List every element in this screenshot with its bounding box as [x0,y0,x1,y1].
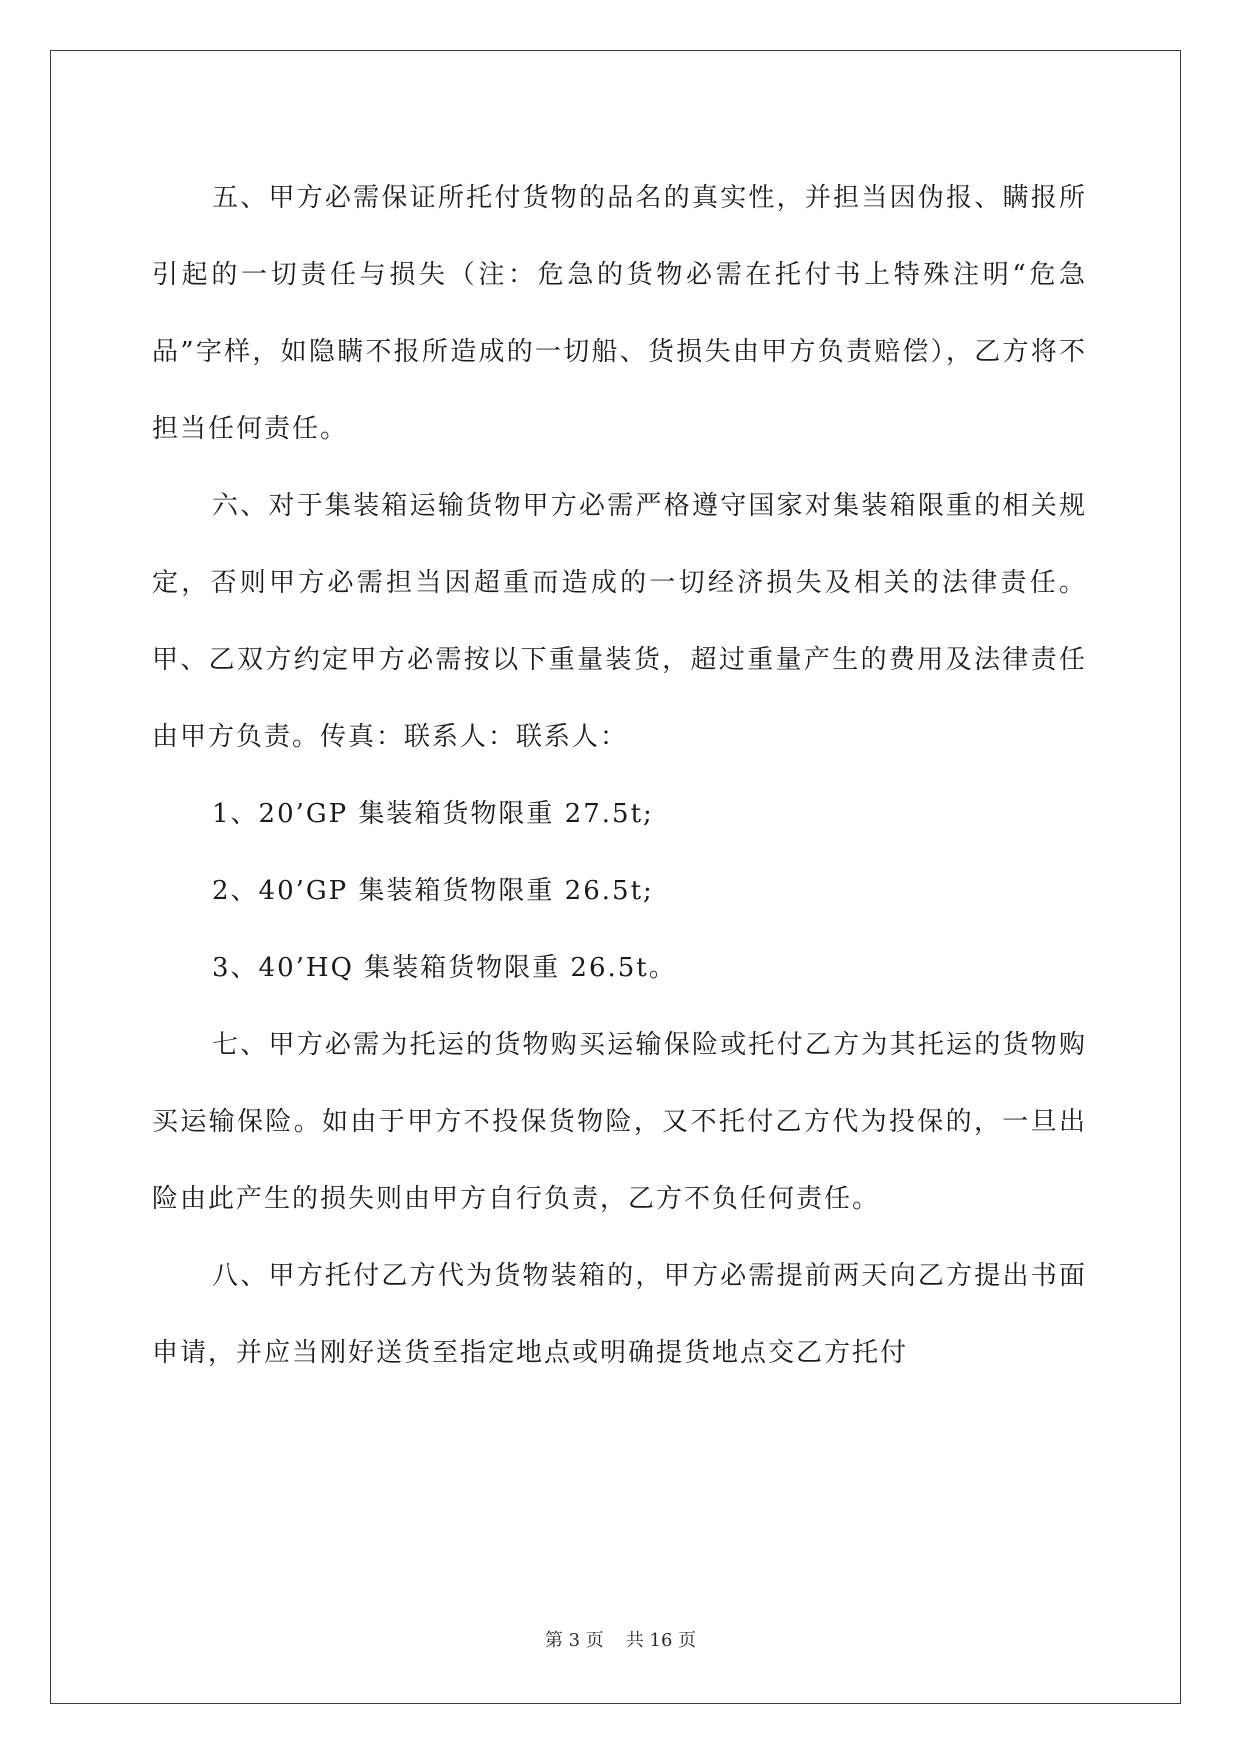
list-item-40gp-limit: 2、40’GP 集装箱货物限重 26.5t; [212,876,654,906]
paragraph-clause-5: 五、甲方必需保证所托付货物的品名的真实性，并担当因伪报、瞒报所引起的一切责任与损失（注：危急的货物必需在托付书上特殊注明“危急品”字样，如隐瞒不报所造成的一切船、货损失由甲方负责赔偿），乙方将不担当任何责任。 [152,183,1087,444]
list-item-40hq-limit: 3、40’HQ 集装箱货物限重 26.5t。 [212,953,677,983]
paragraph-clause-8: 八、甲方托付乙方代为货物装箱的，甲方必需提前两天向乙方提出书面申请，并应当刚好送货至指定地点或明确提货地点交乙方托付 [152,1261,1087,1368]
page-footer [0,1626,1241,1652]
page-total: 共 16 页 [625,1630,697,1651]
document-body [152,160,1087,1392]
list-item-20gp-limit: 1、20’GP 集装箱货物限重 27.5t; [212,799,654,829]
paragraph-clause-6: 六、对于集装箱运输货物甲方必需严格遵守国家对集装箱限重的相关规定，否则甲方必需担当因超重而造成的一切经济损失及相关的法律责任。甲、乙双方约定甲方必需按以下重量装货，超过重量产生的费用及法律责任由甲方负责。传真：联系人：联系人： [152,491,1087,752]
paragraph-clause-7: 七、甲方必需为托运的货物购买运输保险或托付乙方为其托运的货物购买运输保险。如由于甲方不投保货物险，又不托付乙方代为投保的，一旦出险由此产生的损失则由甲方自行负责，乙方不负任何责任。 [152,1030,1087,1214]
page-number: 第 3 页 [544,1630,604,1651]
